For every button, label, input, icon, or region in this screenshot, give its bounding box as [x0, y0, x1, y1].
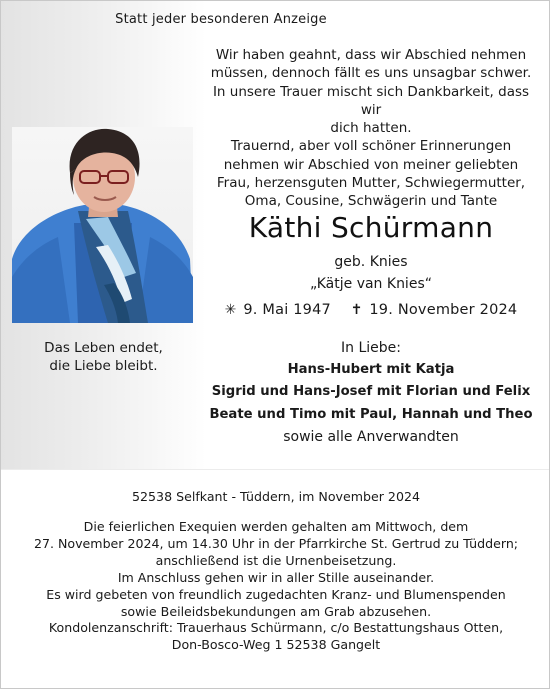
service-line: sowie Beileidsbekundungen am Grab abzusehen. [120, 603, 432, 619]
intro-line: In unsere Trauer mischt sich Dankbarkeit, dass wir [212, 83, 530, 118]
intro-text [201, 46, 541, 211]
intro-line: nehmen wir Abschied von meiner geliebten [223, 156, 519, 173]
portrait-photo [12, 127, 193, 323]
intro-line: dich hatten. [330, 120, 412, 137]
motto [1, 339, 206, 375]
service-line: Es wird gebeten von freundlich zugedachten Kranz- und Blumenspenden [46, 586, 506, 602]
place-and-date: 52538 Selfkant - Tüddern, im November 2024 [132, 489, 420, 504]
intro-line: müssen, dennoch fällt es uns unsagbar schwer. [210, 65, 532, 82]
death-cross-icon: ✝ [350, 302, 363, 318]
nickname: „Kätje van Knies“ [309, 276, 432, 292]
service-line: Die feierlichen Exequien werden gehalten am Mittwoch, dem [83, 519, 469, 534]
mourners-block [191, 337, 550, 448]
section-divider [1, 469, 550, 470]
motto-line: Das Leben endet, [44, 340, 163, 356]
mourners-lead: In Liebe: [341, 340, 401, 356]
mourner-family: Beate und Timo mit Paul, Hannah und Theo [209, 406, 533, 422]
intro-line: Wir haben geahnt, dass wir Abschied nehmen [215, 47, 527, 63]
life-dates [201, 299, 541, 321]
intro-line: Frau, herzensguten Mutter, Schwiegermutter, [216, 175, 526, 192]
motto-line: die Liebe bleibt. [49, 358, 158, 374]
deceased-name: Käthi Schürmann [248, 211, 494, 244]
service-line: Im Anschluss gehen wir in aller Stille auseinander. [117, 569, 435, 585]
portrait-illustration [12, 127, 193, 323]
intro-line: Trauernd, aber voll schöner Erinnerungen [230, 138, 512, 155]
intro-line: Oma, Cousine, Schwägerin und Tante [244, 193, 498, 210]
death-date: 19. November 2024 [369, 302, 518, 318]
service-details [1, 519, 550, 654]
service-line: anschließend ist die Urnenbeisetzung. [155, 552, 397, 568]
service-line: Don-Bosco-Weg 1 52538 Gangelt [171, 637, 381, 653]
mourner-family: Sigrid und Hans-Josef mit Florian und Felix [211, 384, 531, 400]
mourner-family: Hans-Hubert mit Katja [287, 362, 455, 377]
header-notice: Statt jeder besonderen Anzeige [115, 12, 327, 27]
birth-name: geb. Knies [334, 254, 408, 270]
birth-star-icon: ✳ [224, 302, 237, 318]
birth-date: 9. Mai 1947 [243, 302, 331, 318]
mourners-closing: sowie alle Anverwandten [283, 428, 459, 445]
service-line: 27. November 2024, um 14.30 Uhr in der Pfarrkirche St. Gertrud zu Tüddern; [33, 535, 519, 551]
service-line: Kondolenzanschrift: Trauerhaus Schürmann, c/o Bestattungshaus Otten, [48, 620, 504, 636]
